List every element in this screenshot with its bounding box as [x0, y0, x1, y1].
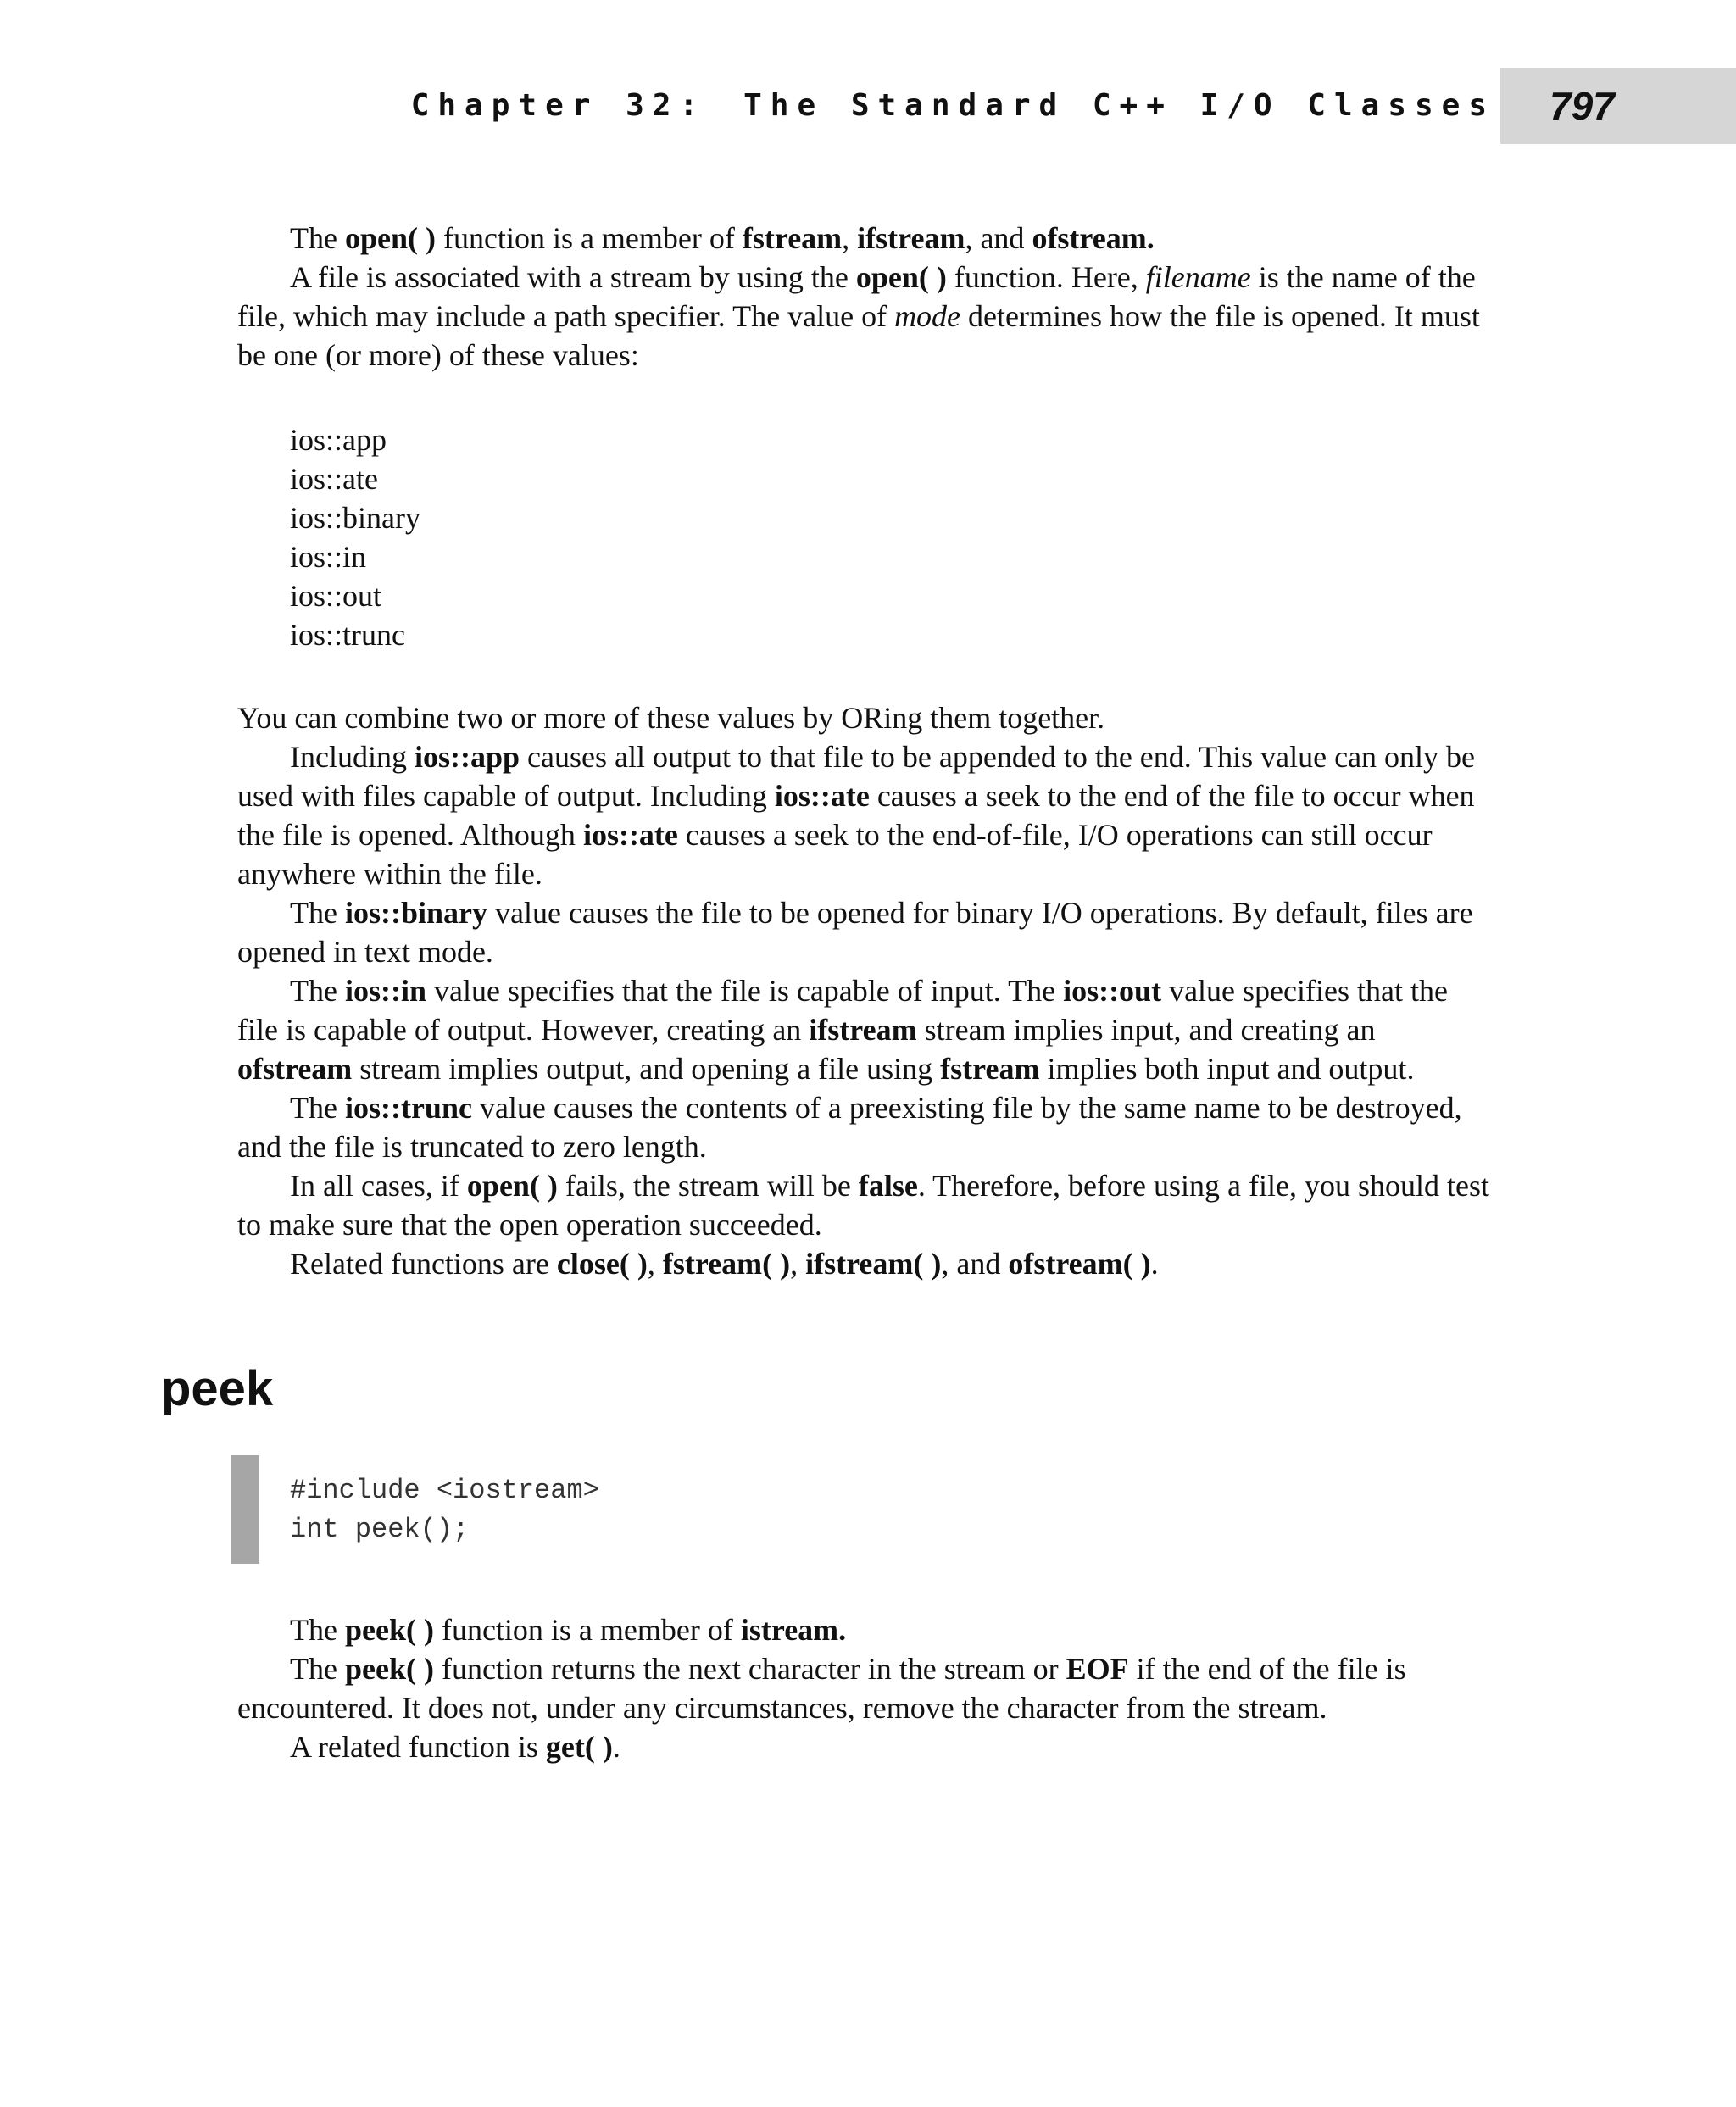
keyword: istream. [740, 1613, 847, 1647]
open-description [237, 219, 1492, 375]
keyword: ofstream( ) [1008, 1247, 1151, 1281]
chapter-title: The Standard C++ I/O Classes [743, 88, 1495, 123]
text-run: value specifies that the file is capable of input. The [426, 974, 1064, 1008]
keyword: open( ) [855, 260, 947, 294]
keyword: peek( ) [344, 1613, 434, 1647]
keyword: false [858, 1169, 918, 1203]
text-run: The [290, 896, 345, 930]
page-number-box [1500, 68, 1736, 144]
keyword: ios::ate [582, 818, 678, 852]
chapter-label: Chapter 32: [410, 88, 707, 123]
text-run: Including [290, 740, 415, 774]
keyword: ios::in [344, 974, 426, 1008]
text-run: causes all output to that file to be appended to the end. This value can only be used with files capable of output. Including [237, 740, 1476, 813]
text-run: A related function is [290, 1730, 546, 1764]
failure-paragraph [237, 1166, 1492, 1244]
text-run: , [647, 1247, 663, 1281]
text-run: The [290, 1652, 345, 1686]
mode-value-item: ios::app [290, 423, 387, 457]
keyword: open( ) [466, 1169, 558, 1203]
keyword: ios::app [414, 740, 520, 774]
mode-value-item: ios::out [290, 579, 382, 613]
keyword: ios::trunc [344, 1091, 472, 1125]
text-run: The [290, 1613, 345, 1647]
text-run: value specifies that the file is capable of output. However, creating an [237, 974, 1448, 1047]
text-run: function is a member of [433, 1613, 741, 1647]
open-member-paragraph [237, 219, 1492, 258]
text-run: if the end of the file is encountered. It does not, under any circumstances, remove the character from the stream. [237, 1652, 1406, 1725]
text-run: stream implies output, and opening a file using [352, 1052, 941, 1086]
text-run: . [612, 1730, 620, 1764]
peek-returns-paragraph [237, 1649, 1492, 1727]
app-ate-paragraph [237, 737, 1492, 893]
code-block-marker [231, 1455, 259, 1564]
in-out-paragraph [237, 971, 1492, 1088]
parameter-name: filename [1145, 260, 1251, 294]
keyword: ios::ate [774, 779, 870, 813]
text-run: . [1150, 1247, 1159, 1281]
mode-values [237, 420, 1492, 654]
text-run: Related functions are [290, 1247, 557, 1281]
text-run: stream implies input, and creating an [916, 1013, 1376, 1047]
text-run: , [790, 1247, 806, 1281]
text-run: causes a seek to the end-of-file, I/O operations can still occur anywhere within the file. [237, 818, 1433, 891]
peek-related-paragraph [237, 1727, 1492, 1766]
keyword: ofstream [237, 1052, 353, 1086]
keyword: get( ) [545, 1730, 613, 1764]
related-functions-paragraph [237, 1244, 1492, 1283]
text-run: value causes the file to be opened for binary I/O operations. By default, files are opened in text mode. [237, 896, 1473, 969]
text-run: determines how the file is opened. It must be one (or more) of these values: [237, 299, 1480, 372]
mode-value-item: ios::ate [290, 462, 378, 496]
keyword: open( ) [344, 221, 436, 255]
keyword: close( ) [556, 1247, 648, 1281]
keyword: peek( ) [344, 1652, 434, 1686]
code-line: #include <iostream> [290, 1475, 599, 1506]
page-number: 797 [1550, 84, 1615, 128]
keyword: ios::out [1063, 974, 1162, 1008]
binary-paragraph [237, 893, 1492, 971]
mode-value-item: ios::binary [290, 501, 420, 535]
text-run: is the name of the file, which may include a path specifier. The value of [237, 260, 1476, 333]
mode-value-item: ios::trunc [290, 618, 405, 652]
text-run: . Therefore, before using a file, you should test to make sure that the open operation succeeded. [237, 1169, 1489, 1242]
peek-description [237, 1610, 1492, 1766]
text-run: , and [941, 1247, 1009, 1281]
text-run: implies both input and output. [1039, 1052, 1415, 1086]
text-run: In all cases, if [290, 1169, 467, 1203]
keyword: ofstream. [1032, 221, 1155, 255]
text-run: A file is associated with a stream by using the [290, 260, 856, 294]
text-run: fails, the stream will be [557, 1169, 859, 1203]
text-run: function returns the next character in the stream or [433, 1652, 1066, 1686]
text-run: value causes the contents of a preexisting file by the same name to be destroyed, and the file is truncated to zero length. [237, 1091, 1462, 1164]
peek-prototype-code [290, 1471, 599, 1549]
keyword: ifstream( ) [805, 1247, 942, 1281]
parameter-name: mode [894, 299, 961, 333]
section-heading-peek: peek [161, 1361, 274, 1416]
mode-values-list [237, 420, 1492, 654]
running-header [0, 68, 1495, 144]
keyword: fstream [742, 221, 843, 255]
keyword: ios::binary [344, 896, 487, 930]
code-line: int peek(); [290, 1514, 470, 1545]
keyword: fstream [940, 1052, 1040, 1086]
text-run: The [290, 1091, 345, 1125]
keyword: ifstream [857, 221, 965, 255]
text-run: The [290, 221, 345, 255]
text-run: function. Here, [946, 260, 1146, 294]
peek-member-paragraph [237, 1610, 1492, 1649]
mode-details [237, 698, 1492, 1283]
text-run: function is a member of [435, 221, 743, 255]
text-run: The [290, 974, 345, 1008]
trunc-paragraph [237, 1088, 1492, 1166]
keyword: fstream( ) [662, 1247, 791, 1281]
keyword: EOF [1066, 1652, 1129, 1686]
text-run: causes a seek to the end of the file to occur when the file is opened. Although [237, 779, 1475, 852]
open-usage-paragraph [237, 258, 1492, 375]
text-run: , [842, 221, 858, 255]
text-run: , and [965, 221, 1032, 255]
keyword: ifstream [809, 1013, 917, 1047]
mode-value-item: ios::in [290, 540, 367, 574]
combine-paragraph: You can combine two or more of these values by ORing them together. [237, 701, 1105, 735]
